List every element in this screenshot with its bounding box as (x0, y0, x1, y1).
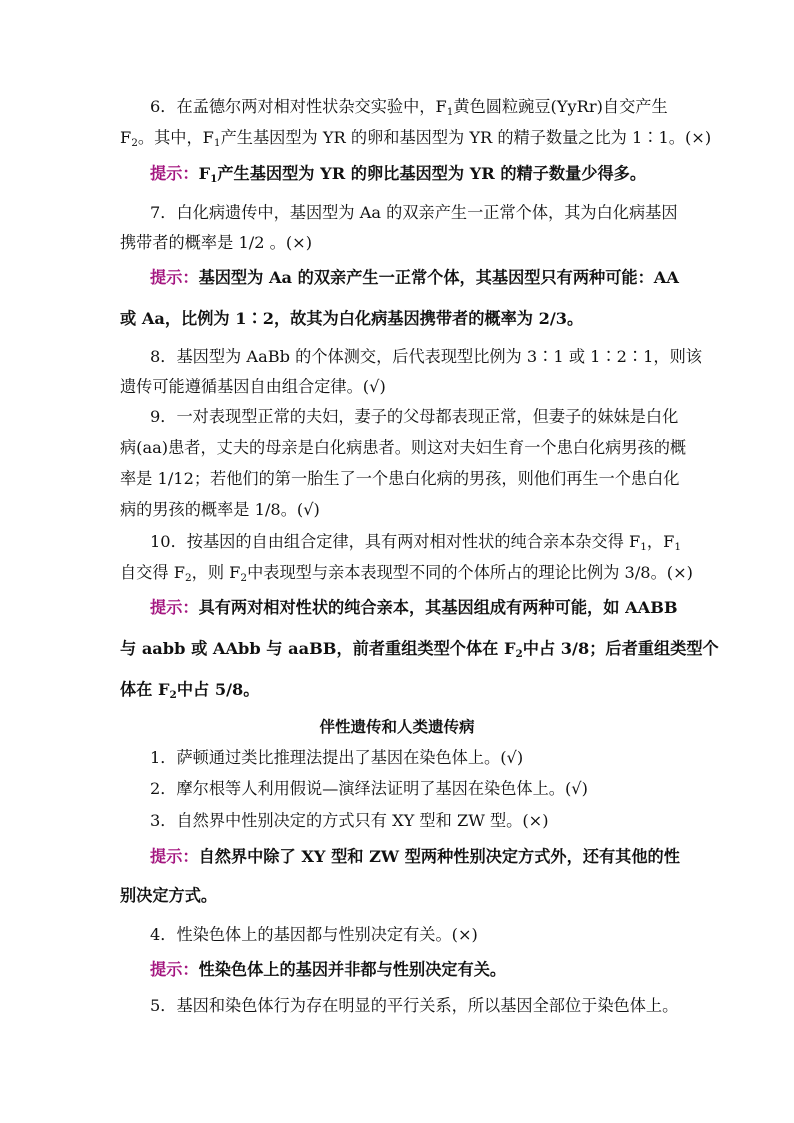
section-item-5: 5．基因和染色体行为存在明显的平行关系，所以基因全部位于染色体上。 (150, 996, 679, 1015)
hint-7-line-1 (150, 268, 710, 288)
hint-s3-line-1 (150, 847, 710, 867)
q6-text-2a: F (120, 128, 132, 147)
hint-10-line-1 (150, 598, 710, 618)
subscript: 2 (184, 572, 192, 584)
hint-10-text-3a: 体在 F (120, 680, 170, 699)
subscript: 2 (131, 137, 138, 149)
q6-text-2c: 产生基因型为 YR 的卵和基因型为 YR 的精子数量之比为 1∶1。(×) (220, 128, 712, 147)
subscript: 1 (674, 541, 682, 553)
hint-6 (150, 164, 710, 184)
section-item-2: 2．摩尔根等人利用假说—演绎法证明了基因在染色体上。(√) (150, 779, 588, 798)
hint-10-line-2 (120, 639, 719, 660)
subscript: 1 (210, 173, 218, 185)
q7-line-2: 携带者的概率是 1/2 。(×) (120, 233, 313, 252)
hint-label: 提示： (150, 960, 199, 979)
q10-text-2a: 自交得 F (120, 563, 185, 582)
hint-6-text-a: F (198, 164, 211, 183)
q9-line-2: 病(aa)患者，丈夫的母亲是白化病患者。则这对夫妇生育一个患白化病男孩的概 (120, 438, 687, 457)
hint-label: 提示： (150, 164, 199, 183)
q10-text-1b: ，F (646, 532, 675, 551)
q6-line-2 (120, 128, 712, 149)
subscript: 2 (240, 572, 248, 584)
section-heading: 伴性遗传和人类遗传病 (319, 717, 475, 736)
q6-line-1 (150, 97, 710, 117)
q10-text-2c: 中表现型与亲本表现型不同的个体所占的理论比例为 3/8。(×) (247, 563, 693, 582)
q6-text-1a: 6．在孟德尔两对相对性状杂交实验中，F (150, 97, 447, 116)
hint-10-text-3b: 中占 5/8。 (176, 680, 260, 699)
section-item-4: 4．性染色体上的基因都与性别决定有关。(×) (150, 925, 478, 944)
section-item-3: 3．自然界中性别决定的方式只有 XY 型和 ZW 型。(×) (150, 811, 549, 830)
subscript: 1 (446, 106, 454, 118)
subscript: 1 (640, 541, 647, 553)
section-item-1: 1．萨顿通过类比推理法提出了基因在染色体上。(√) (150, 748, 524, 767)
hint-label: 提示： (150, 847, 199, 866)
q7-line-1: 7．白化病遗传中，基因型为 Aa 的双亲产生一正常个体，其为白化病基因 (150, 203, 678, 222)
hint-7-line-2: 或 Aa，比例为 1∶2，故其为白化病基因携带者的概率为 2/3。 (120, 309, 584, 328)
q9-line-3: 率是 1/12；若他们的第一胎生了一个患白化病的男孩，则他们再生一个患白化 (120, 469, 680, 488)
subscript: 2 (515, 648, 523, 660)
hint-6-text (199, 164, 647, 183)
q9-line-4: 病的男孩的概率是 1/8。(√) (120, 500, 320, 519)
hint-s4 (150, 960, 710, 980)
q8-line-2: 遗传可能遵循基因自由组合定律。(√) (120, 377, 386, 396)
q8-line-1: 8．基因型为 AaBb 的个体测交，后代表现型比例为 3∶1 或 1∶2∶1，则该 (150, 347, 702, 366)
hint-label: 提示： (150, 598, 199, 617)
hint-s4-text: 性染色体上的基因并非都与性别决定有关。 (198, 960, 507, 979)
hint-10-text-1: 具有两对相对性状的纯合亲本，其基因组成有两种可能，如 AABB (198, 598, 678, 617)
hint-7-text-1: 基因型为 Aa 的双亲产生一正常个体，其基因型只有两种可能：AA (198, 268, 679, 287)
q9-line-1: 9．一对表现型正常的夫妇，妻子的父母都表现正常，但妻子的妹妹是白化 (150, 407, 679, 426)
hint-label: 提示： (150, 268, 199, 287)
q10-text-1a: 10．按基因的自由组合定律，具有两对相对性状的纯合亲本杂交得 F (150, 532, 641, 551)
hint-6-text-b: 产生基因型为 YR 的卵比基因型为 YR 的精子数量少得多。 (217, 164, 647, 183)
hint-10-text-2b: 中占 3/8；后者重组类型个 (522, 639, 719, 658)
q10-line-1 (150, 532, 710, 552)
subscript: 1 (213, 137, 221, 149)
subscript: 2 (169, 689, 177, 701)
hint-s3-line-2: 别决定方式。 (120, 886, 218, 905)
q6-text-2b: 。其中，F (137, 128, 214, 147)
q6-text-1b: 黄色圆粒豌豆(YyRr)自交产生 (453, 97, 668, 116)
q10-line-2 (120, 563, 693, 584)
hint-s3-text-1: 自然界中除了 XY 型和 ZW 型两种性别决定方式外，还有其他的性 (198, 847, 680, 866)
hint-10-line-3 (120, 680, 680, 700)
q10-text-2b: ，则 F (191, 563, 241, 582)
hint-10-text-2a: 与 aabb 或 AAbb 与 aaBB，前者重组类型个体在 F (120, 639, 516, 658)
